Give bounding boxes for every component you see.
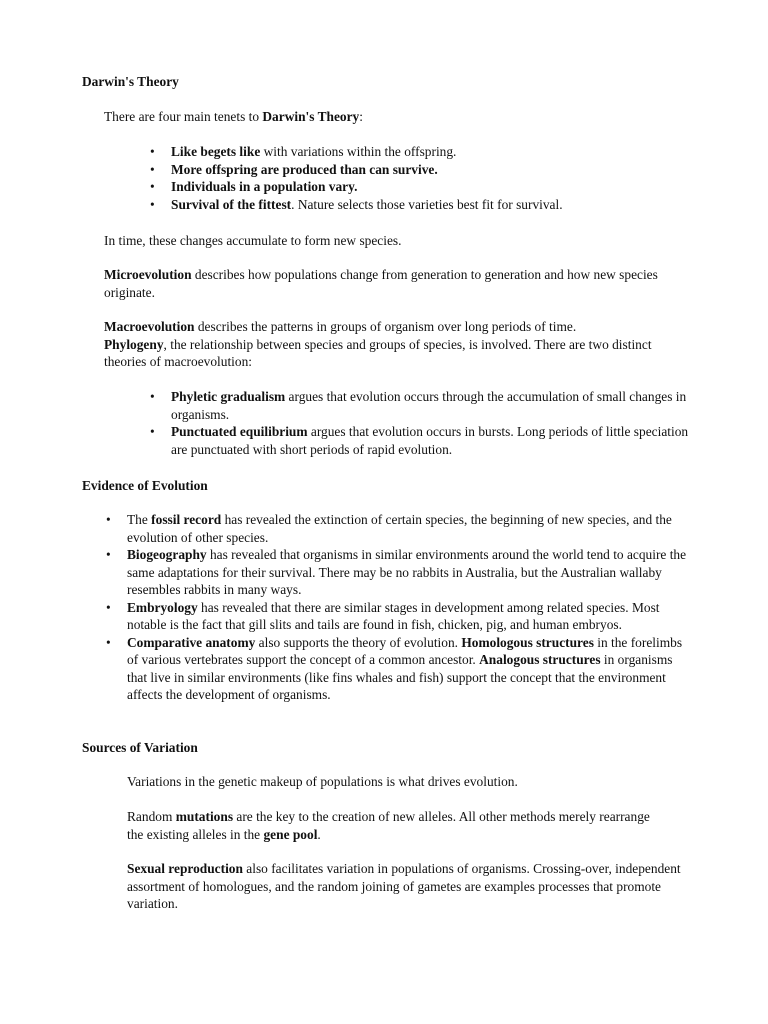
- macroevolution-theories-list: [171, 388, 691, 458]
- variation-paragraph-1: Variations in the genetic makeup of populations is what drives evolution.: [127, 774, 518, 789]
- tenet-text: with variations within the offspring.: [260, 144, 457, 159]
- variation-paragraph-2: [127, 808, 662, 843]
- list-item: [127, 511, 690, 546]
- evidence-term: Embryology: [127, 599, 198, 615]
- evidence-prefix: The: [127, 512, 152, 527]
- evidence-text: has revealed that organisms in similar environments around the world tend to acquire the same adaptations for their survival. There may be no rabbits in Australia, but the Australian wallaby resembles rabbits in many ways.: [127, 547, 687, 597]
- macroevolution-text: describes the patterns in groups of organism over long periods of time.: [194, 319, 577, 334]
- microevolution-term: Microevolution: [104, 267, 192, 282]
- evidence-term: Comparative anatomy: [127, 634, 256, 650]
- mutations-prefix: Random: [127, 809, 176, 824]
- list-item: [127, 599, 690, 634]
- list-item: [127, 634, 690, 704]
- period: .: [317, 826, 321, 842]
- evidence-term: fossil record: [151, 512, 222, 527]
- evidence-term: Analogous structures: [479, 652, 601, 667]
- macroevolution-term: Macroevolution: [104, 319, 195, 334]
- tenet-bold: Individuals in a population vary.: [171, 179, 358, 194]
- evidence-text: has revealed the extinction of certain species, the beginning of new species, and the evolution of other species.: [127, 512, 672, 545]
- intro-text: There are four main tenets to: [104, 109, 263, 124]
- evidence-text: has revealed that there are similar stages in development among related species. Most notable is the fact that gill slits and tails are found in fish, chicken, pig, and human embryos.: [127, 599, 660, 632]
- microevolution-paragraph: [104, 266, 699, 301]
- tenets-list: [171, 143, 691, 213]
- theory-text: argues that evolution occurs in bursts. Long periods of little speciation are punctuated with short periods of rapid evolution.: [171, 424, 689, 457]
- macroevolution-paragraph: [104, 318, 684, 371]
- evidence-text: in the forelimbs of various vertebrates support the concept of a common ancestor.: [127, 634, 683, 667]
- phylogeny-text: , the relationship between species and groups of species, is involved. There are two distinct theories of macroevolution:: [104, 336, 652, 369]
- mutations-term: mutations: [175, 809, 234, 824]
- list-item: [127, 546, 690, 599]
- sexual-reproduction-term: Sexual reproduction: [127, 861, 243, 876]
- list-item: [171, 196, 691, 214]
- theory-term: Phyletic gradualism: [171, 389, 286, 404]
- sexual-reproduction-text: also facilitates variation in populations of organisms. Crossing-over, independent assortment of homologues, and the random joining of gametes are examples processes that promote variation.: [127, 861, 681, 911]
- list-item: [171, 178, 691, 196]
- theory-text: argues that evolution occurs through the accumulation of small changes in organisms.: [171, 389, 687, 422]
- heading-darwins-theory: Darwin's Theory: [82, 74, 179, 89]
- tenet-bold: Like begets like: [171, 144, 261, 159]
- list-item: [171, 161, 691, 179]
- darwin-intro: [104, 108, 704, 126]
- in-time-paragraph: In time, these changes accumulate to form new species.: [104, 233, 402, 248]
- gene-pool-term: gene pool: [263, 826, 318, 842]
- theory-term: Punctuated equilibrium: [171, 424, 308, 439]
- intro-bold: Darwin's Theory: [262, 109, 360, 124]
- mutations-text: are the key to the creation of new alleles. All other methods merely rearrange the existing alleles in the: [127, 809, 650, 842]
- evidence-list: [127, 511, 690, 704]
- microevolution-text: describes how populations change from generation to generation and how new species originate.: [104, 267, 658, 300]
- evidence-text: in organisms that live in similar environments (like fins whales and fish) support the concept that the environment affects the development of organisms.: [127, 652, 673, 702]
- phylogeny-term: Phylogeny: [104, 336, 164, 352]
- tenet-bold: Survival of the fittest: [171, 196, 292, 212]
- evidence-term: Homologous structures: [461, 634, 594, 650]
- variation-paragraph-3: [127, 860, 682, 913]
- list-item: [171, 143, 691, 161]
- heading-sources-of-variation: Sources of Variation: [82, 740, 198, 755]
- tenet-bold: More offspring are produced than can survive.: [171, 161, 438, 177]
- intro-colon: :: [359, 109, 363, 124]
- heading-evidence-of-evolution: Evidence of Evolution: [82, 478, 208, 493]
- evidence-text: also supports the theory of evolution.: [255, 634, 462, 650]
- tenet-text: . Nature selects those varieties best fit for survival.: [291, 196, 563, 212]
- evidence-term: Biogeography: [127, 547, 207, 562]
- list-item: [171, 423, 691, 458]
- list-item: [171, 388, 691, 423]
